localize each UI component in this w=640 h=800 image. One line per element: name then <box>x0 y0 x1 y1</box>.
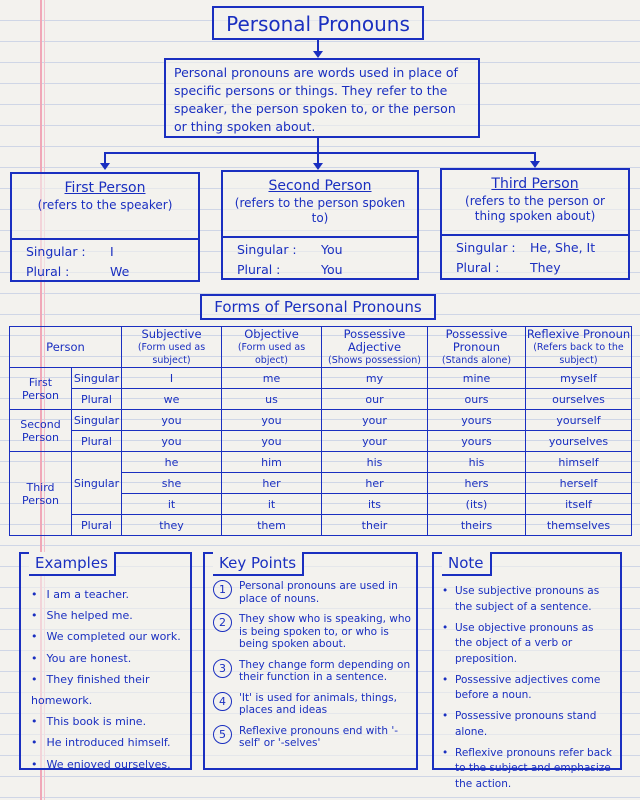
second-person-heading: Second Person <box>268 178 372 194</box>
note-list <box>442 584 614 798</box>
plural-value: They <box>530 260 561 275</box>
singular-value: He, She, It <box>530 240 596 255</box>
list-item <box>211 613 412 651</box>
third-person-heading: Third Person <box>491 176 579 192</box>
table-row <box>10 452 632 473</box>
list-item <box>211 692 412 717</box>
column-header <box>428 327 526 368</box>
table-cell: itself <box>526 494 632 515</box>
person-header: Person <box>10 327 122 368</box>
list-item: • Use objective pronouns as the object of a verb or preposition. <box>442 621 614 668</box>
table-cell: herself <box>526 473 632 494</box>
intro-definition: Personal pronouns are words used in place of specific persons or things. They refer to the speaker, the person spoken to, or the person or thing spoken about. <box>164 58 480 138</box>
number-cell: Plural <box>72 431 122 452</box>
plural-row <box>26 264 130 279</box>
column-sub: (Form used as object) <box>237 341 306 366</box>
table-cell: (its) <box>428 494 526 515</box>
column-header <box>122 327 222 368</box>
table-cell: their <box>322 515 428 536</box>
table-cell: us <box>222 389 322 410</box>
list-item <box>211 580 412 605</box>
list-item: • Possessive pronouns stand alone. <box>442 709 614 740</box>
column-header <box>526 327 632 368</box>
second-person-desc: (refers to the person spoken to) <box>234 196 406 225</box>
table-cell: ours <box>428 389 526 410</box>
number-circle-icon: 4 <box>213 692 232 711</box>
third-person-box <box>440 168 630 280</box>
table-cell: hers <box>428 473 526 494</box>
arrow-icon <box>313 163 323 170</box>
column-name: Possessive Adjective <box>343 326 406 354</box>
singular-row <box>26 244 114 259</box>
column-sub: (Refers back to the subject) <box>533 341 624 366</box>
column-name: Objective <box>244 326 299 341</box>
note-heading: Note <box>442 552 492 576</box>
table-cell: his <box>428 452 526 473</box>
examples-heading: Examples <box>29 552 116 576</box>
table-cell: our <box>322 389 428 410</box>
divider <box>223 236 417 238</box>
singular-row <box>237 242 343 257</box>
divider <box>12 238 198 240</box>
table-cell: your <box>322 431 428 452</box>
singular-row <box>456 240 596 255</box>
table-cell: myself <box>526 368 632 389</box>
table-cell: its <box>322 494 428 515</box>
key-point-text: 'It' is used for animals, things, places and ideas <box>239 691 397 716</box>
divider <box>442 234 628 236</box>
table-cell: himself <box>526 452 632 473</box>
number-circle-icon: 2 <box>213 613 232 632</box>
table-cell: yourselves <box>526 431 632 452</box>
key-point-text: They show who is speaking, who is being spoken to, or who is being spoken about. <box>239 613 411 650</box>
number-cell: Singular <box>72 368 122 389</box>
list-item <box>211 725 412 750</box>
column-name: Reflexive Pronoun <box>526 326 631 341</box>
list-item: • I am a teacher. <box>31 584 190 605</box>
connector-line <box>317 138 319 152</box>
number-circle-icon: 3 <box>213 659 232 678</box>
arrow-icon <box>530 161 540 168</box>
key-point-text: Personal pronouns are used in place of nouns. <box>239 580 398 605</box>
plural-value: We <box>110 264 130 279</box>
connector-line <box>104 152 536 154</box>
plural-row <box>456 260 561 275</box>
list-item: • This book is mine. <box>31 711 190 732</box>
table-cell: him <box>222 452 322 473</box>
first-person-heading: First Person <box>64 180 146 196</box>
column-sub: (Form used as subject) <box>137 341 206 366</box>
number-circle-icon: 5 <box>213 725 232 744</box>
table-cell: you <box>222 431 322 452</box>
key-point-text: Reflexive pronouns end with '-self' or '-selves' <box>239 724 399 749</box>
table-cell: theirs <box>428 515 526 536</box>
table-row <box>10 410 632 431</box>
table-cell: his <box>322 452 428 473</box>
pronoun-forms-table <box>9 326 632 536</box>
arrow-icon <box>313 51 323 58</box>
table-cell: you <box>222 410 322 431</box>
plural-value: You <box>321 262 343 277</box>
number-cell: Plural <box>72 389 122 410</box>
table-cell: her <box>222 473 322 494</box>
singular-label: Singular : <box>26 244 86 259</box>
note-box <box>432 552 622 790</box>
plural-label: Plural : <box>237 262 281 277</box>
table-cell: yours <box>428 410 526 431</box>
column-header <box>322 327 428 368</box>
table-cell: you <box>122 431 222 452</box>
table-cell: he <box>122 452 222 473</box>
list-item: • We completed our work. <box>31 626 190 647</box>
arrow-icon <box>100 163 110 170</box>
table-header-row <box>10 327 632 368</box>
number-circle-icon: 1 <box>213 580 232 599</box>
table-row <box>10 389 632 410</box>
table-cell: my <box>322 368 428 389</box>
table-cell: yourself <box>526 410 632 431</box>
group-cell: First Person <box>10 368 72 410</box>
list-item: • He introduced himself. <box>31 732 190 753</box>
table-cell: they <box>122 515 222 536</box>
column-header <box>222 327 322 368</box>
page-title: Personal Pronouns <box>212 6 424 40</box>
column-sub: (Shows possession) <box>328 354 421 366</box>
list-item: • Reflexive pronouns refer back to the subject and emphasize the action. <box>442 746 614 793</box>
key-point-text: They change form depending on their function in a sentence. <box>239 658 411 683</box>
list-item: • They finished their homework. <box>31 669 190 711</box>
plural-label: Plural : <box>456 260 500 275</box>
examples-box <box>19 552 192 770</box>
group-cell: Second Person <box>10 410 72 452</box>
group-cell: Third Person <box>10 452 72 536</box>
key-points-box <box>203 552 418 770</box>
singular-value: You <box>321 242 343 257</box>
table-cell: I <box>122 368 222 389</box>
singular-label: Singular : <box>456 240 516 255</box>
singular-value: I <box>110 244 114 259</box>
table-cell: you <box>122 410 222 431</box>
number-cell: Singular <box>72 410 122 431</box>
singular-label: Singular : <box>237 242 297 257</box>
third-person-desc: (refers to the person or thing spoken about) <box>465 194 605 223</box>
list-item: • Possessive adjectives come before a noun. <box>442 673 614 704</box>
column-sub: (Stands alone) <box>441 354 512 366</box>
table-cell: she <box>122 473 222 494</box>
table-row <box>10 368 632 389</box>
table-cell: her <box>322 473 428 494</box>
plural-row <box>237 262 343 277</box>
first-person-box <box>10 172 200 282</box>
plural-label: Plural : <box>26 264 70 279</box>
table-cell: themselves <box>526 515 632 536</box>
first-person-desc: (refers to the speaker) <box>37 198 173 212</box>
table-cell: them <box>222 515 322 536</box>
list-item <box>211 659 412 684</box>
number-cell: Plural <box>72 515 122 536</box>
column-name: Subjective <box>141 326 202 341</box>
table-cell: yours <box>428 431 526 452</box>
table-cell: we <box>122 389 222 410</box>
table-cell: mine <box>428 368 526 389</box>
column-name: Possessive Pronoun <box>445 326 508 354</box>
list-item: • We enjoyed ourselves. <box>31 754 190 775</box>
table-cell: ourselves <box>526 389 632 410</box>
second-person-box <box>221 170 419 280</box>
table-cell: your <box>322 410 428 431</box>
key-points-heading: Key Points <box>213 552 304 576</box>
table-cell: it <box>222 494 322 515</box>
list-item: • You are honest. <box>31 648 190 669</box>
key-points-list <box>211 580 412 758</box>
table-row <box>10 431 632 452</box>
examples-list <box>31 584 190 775</box>
list-item: • Use subjective pronouns as the subject of a sentence. <box>442 584 614 615</box>
table-row <box>10 515 632 536</box>
number-cell: Singular <box>72 452 122 515</box>
table-cell: it <box>122 494 222 515</box>
list-item: • She helped me. <box>31 605 190 626</box>
forms-title: Forms of Personal Pronouns <box>200 294 436 320</box>
table-cell: me <box>222 368 322 389</box>
